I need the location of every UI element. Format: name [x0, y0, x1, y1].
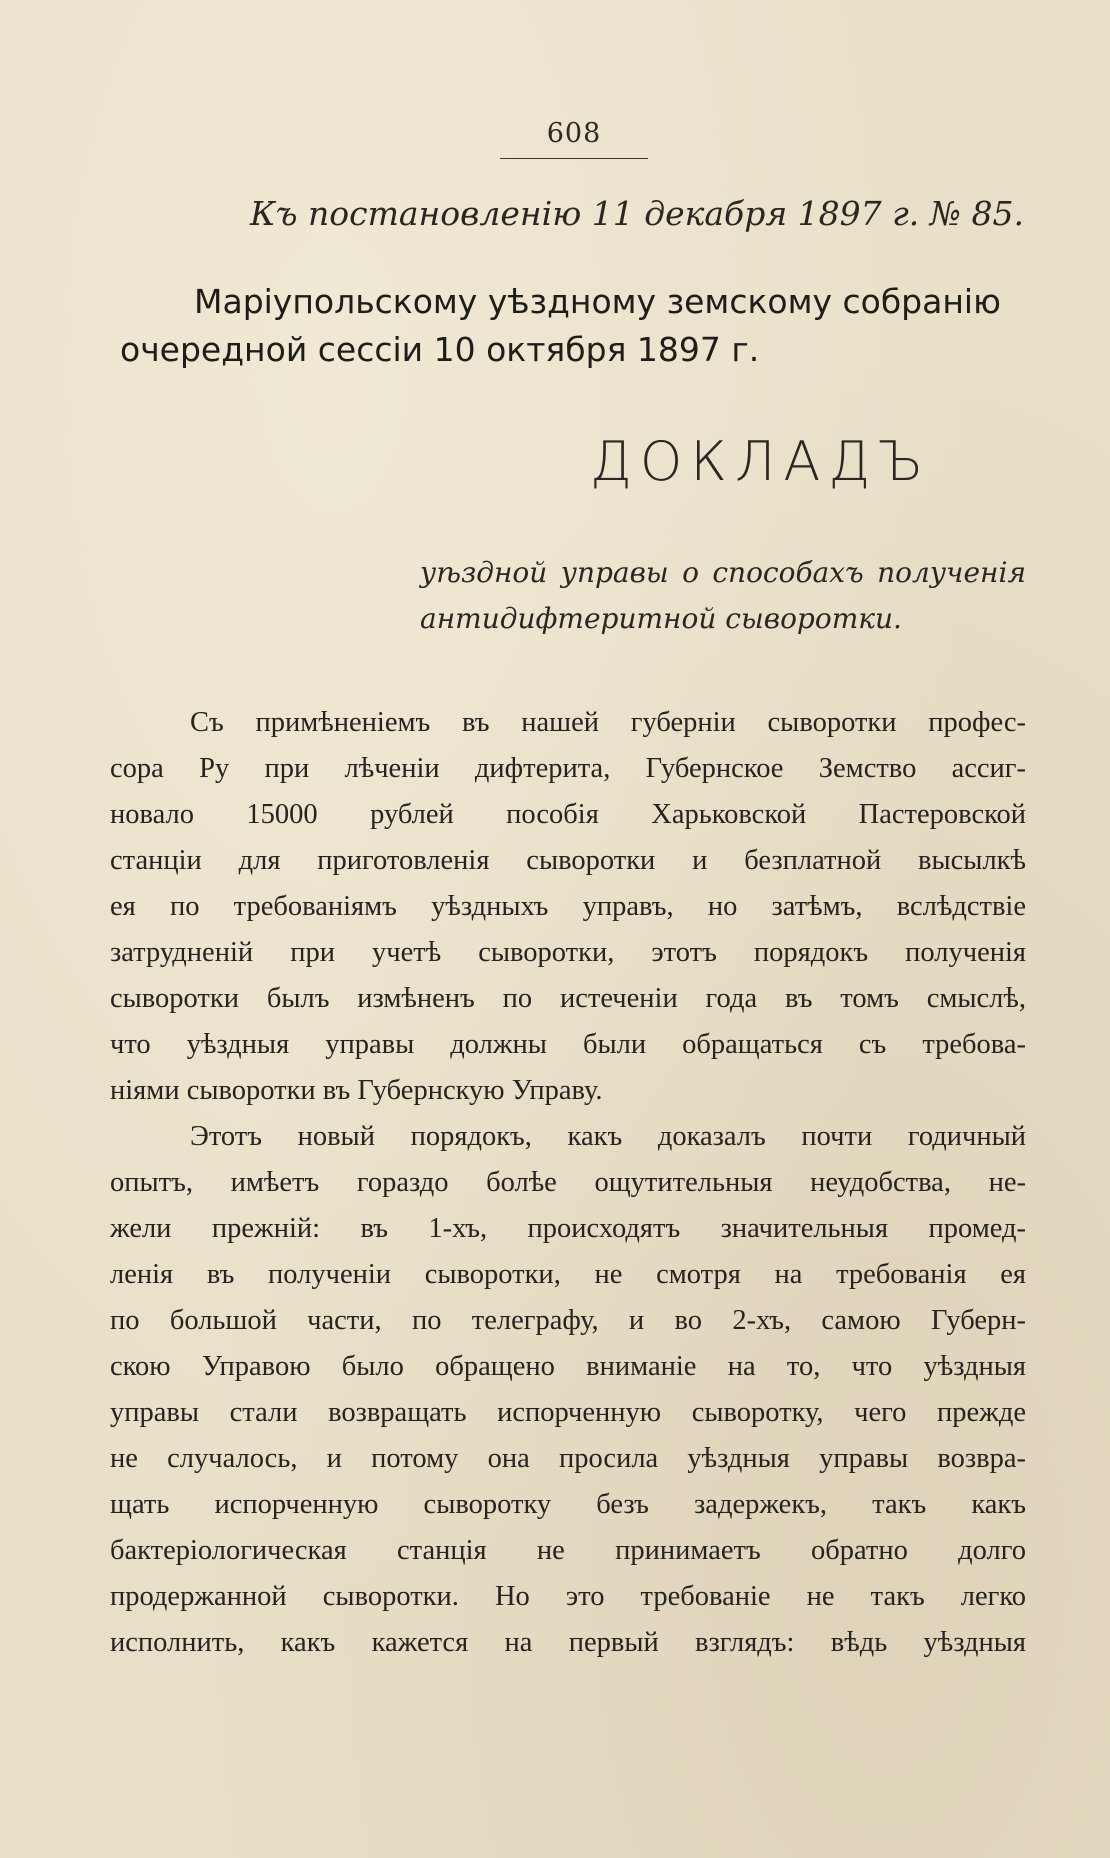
report-subtitle — [420, 550, 1026, 642]
text-line: по большой части, по телеграфу, и во 2-хъ, самою Губерн- — [110, 1305, 1026, 1336]
text-line: Съ примѣненіемъ въ нашей губерніи сыворотки профес- — [190, 707, 1026, 738]
subtitle-line: уѣздной управы о способахъ полученія — [420, 556, 1026, 589]
body-text — [110, 700, 1026, 1666]
text-line: затрудненій при учетѣ сыворотки, этотъ порядокъ полученія — [110, 937, 1026, 968]
text-line: что уѣздныя управы должны были обращаться съ требова- — [110, 1029, 1026, 1060]
text-line: исполнить, какъ кажется на первый взглядъ: вѣдь уѣздныя — [110, 1627, 1026, 1658]
text-line: жели прежній: въ 1-хъ, происходятъ значительныя промед- — [110, 1213, 1026, 1244]
page-number-rule — [500, 158, 648, 159]
text-line: ея по требованіямъ уѣздныхъ управъ, но затѣмъ, вслѣдствіе — [110, 891, 1026, 922]
text-line: управы стали возвращать испорченную сыворотку, чего прежде — [110, 1397, 1026, 1428]
subtitle-line: антидифтеритной сыворотки. — [420, 602, 902, 635]
addressee-line: очередной сессіи 10 октября 1897 г. — [120, 330, 760, 369]
addressee-line: Маріупольскому уѣздному земскому собранію — [194, 282, 1001, 321]
text-line: Этотъ новый порядокъ, какъ доказалъ почти годичный — [190, 1121, 1026, 1152]
text-line: новало 15000 рублей пособія Харьковской Пастеровской — [110, 799, 1026, 830]
text-line: бактеріологическая станція не принимаетъ обратно долго — [110, 1535, 1026, 1566]
text-line: ленія въ полученіи сыворотки, не смотря на требованія ея — [110, 1259, 1026, 1290]
text-line: не случалось, и потому она просила уѣздныя управы возвра- — [110, 1443, 1026, 1474]
resolution-reference: Къ постановленію 11 декабря 1897 г. № 85. — [249, 194, 1024, 233]
text-line: сыворотки былъ измѣненъ по истеченіи года въ томъ смыслѣ, — [110, 983, 1026, 1014]
text-line: щать испорченную сыворотку безъ задержекъ, такъ какъ — [110, 1489, 1026, 1520]
text-line: продержанной сыворотки. Но это требованіе не такъ легко — [110, 1581, 1026, 1612]
text-line: скою Управою было обращено вниманіе на то, что уѣздныя — [110, 1351, 1026, 1382]
paragraph-1 — [110, 700, 1026, 1114]
text-line: ніями сыворотки въ Губернскую Управу. — [110, 1075, 603, 1106]
page-number: 608 — [546, 118, 602, 149]
text-line: сора Ру при лѣченіи дифтерита, Губернское Земство ассиг- — [110, 753, 1026, 784]
paragraph-2 — [110, 1114, 1026, 1666]
text-line: опытъ, имѣетъ гораздо болѣе ощутительныя неудобства, не- — [110, 1167, 1026, 1198]
report-heading: ДОКЛАДЪ — [590, 430, 932, 493]
text-line: станціи для приготовленія сыворотки и безплатной высылкѣ — [110, 845, 1026, 876]
addressee-block — [120, 278, 1026, 374]
